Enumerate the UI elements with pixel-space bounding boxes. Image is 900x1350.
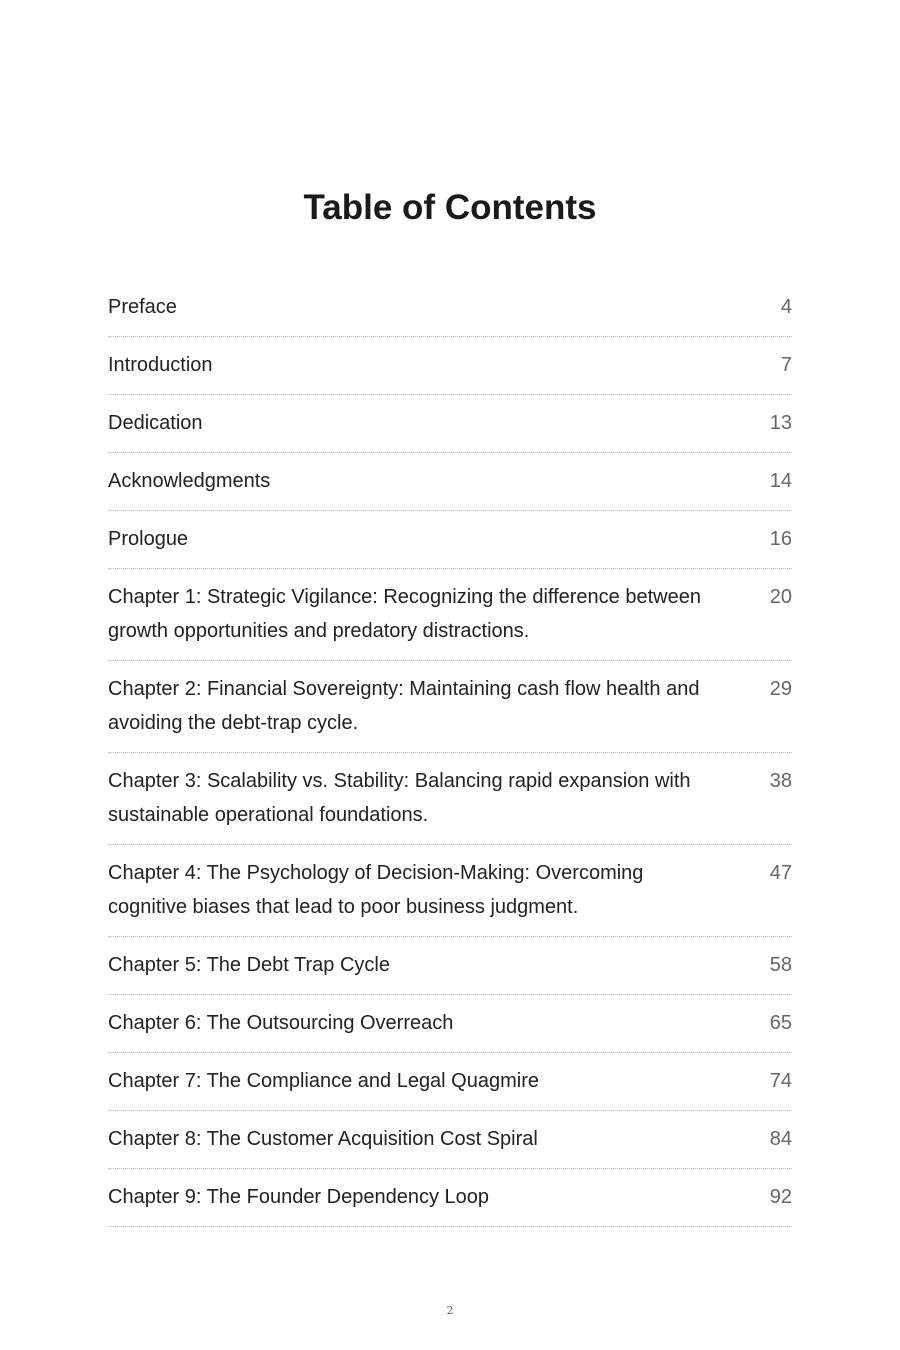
toc-entry[interactable] bbox=[108, 395, 792, 453]
toc-entry[interactable] bbox=[108, 1169, 792, 1227]
footer-page-number: 2 bbox=[446, 1304, 454, 1317]
toc-entry-title: Chapter 6: The Outsourcing Overreach bbox=[108, 1012, 454, 1034]
toc-entry[interactable] bbox=[108, 661, 792, 753]
toc-entry[interactable] bbox=[108, 453, 792, 511]
toc-entry-page-number: 7 bbox=[780, 354, 792, 376]
toc-entry-page-number: 29 bbox=[769, 678, 792, 700]
toc-entry-page-number: 16 bbox=[769, 528, 792, 550]
toc-entry-page-number: 47 bbox=[769, 862, 792, 884]
toc-entry-page-number: 84 bbox=[769, 1128, 792, 1150]
toc-entry-title: Preface bbox=[108, 296, 177, 318]
toc-entry-title: Dedication bbox=[108, 412, 203, 434]
toc-entry[interactable] bbox=[108, 937, 792, 995]
toc-entry[interactable] bbox=[108, 845, 792, 937]
toc-entry[interactable] bbox=[108, 1111, 792, 1169]
toc-entry[interactable] bbox=[108, 337, 792, 395]
toc-entry-page-number: 58 bbox=[769, 954, 792, 976]
page-title: Table of Contents bbox=[303, 188, 597, 227]
toc-entry[interactable] bbox=[108, 753, 792, 845]
toc-entry-page-number: 4 bbox=[780, 296, 792, 318]
toc-entry-page-number: 20 bbox=[769, 586, 792, 608]
toc-entry-page-number: 74 bbox=[769, 1070, 792, 1092]
toc-entry-title: Acknowledgments bbox=[108, 470, 271, 492]
toc-entry-page-number: 13 bbox=[769, 412, 792, 434]
toc-entry[interactable] bbox=[108, 279, 792, 337]
toc-entry-title: Chapter 4: The Psychology of Decision-Making: Overcoming cognitive biases that lead to poor business judgment. bbox=[108, 862, 644, 918]
toc-entry-title: Chapter 8: The Customer Acquisition Cost Spiral bbox=[108, 1128, 538, 1150]
toc-entry[interactable] bbox=[108, 1053, 792, 1111]
toc-list bbox=[108, 279, 792, 1227]
toc-entry-page-number: 65 bbox=[769, 1012, 792, 1034]
toc-entry-title: Chapter 7: The Compliance and Legal Quagmire bbox=[108, 1070, 539, 1092]
toc-entry[interactable] bbox=[108, 569, 792, 661]
toc-entry-title: Chapter 1: Strategic Vigilance: Recognizing the difference between growth opportunities and predatory distractions. bbox=[108, 586, 701, 642]
toc-entry-title: Introduction bbox=[108, 354, 213, 376]
toc-entry-title: Prologue bbox=[108, 528, 189, 550]
toc-entry-title: Chapter 9: The Founder Dependency Loop bbox=[108, 1186, 490, 1208]
toc-entry-title: Chapter 3: Scalability vs. Stability: Balancing rapid expansion with sustainable operational foundations. bbox=[108, 770, 691, 826]
toc-entry-title: Chapter 5: The Debt Trap Cycle bbox=[108, 954, 390, 976]
toc-entry-page-number: 38 bbox=[769, 770, 792, 792]
toc-entry[interactable] bbox=[108, 995, 792, 1053]
toc-entry-page-number: 14 bbox=[769, 470, 792, 492]
toc-entry-title: Chapter 2: Financial Sovereignty: Maintaining cash flow health and avoiding the debt-trap cycle. bbox=[108, 678, 700, 734]
toc-entry-page-number: 92 bbox=[769, 1186, 792, 1208]
toc-entry[interactable] bbox=[108, 511, 792, 569]
